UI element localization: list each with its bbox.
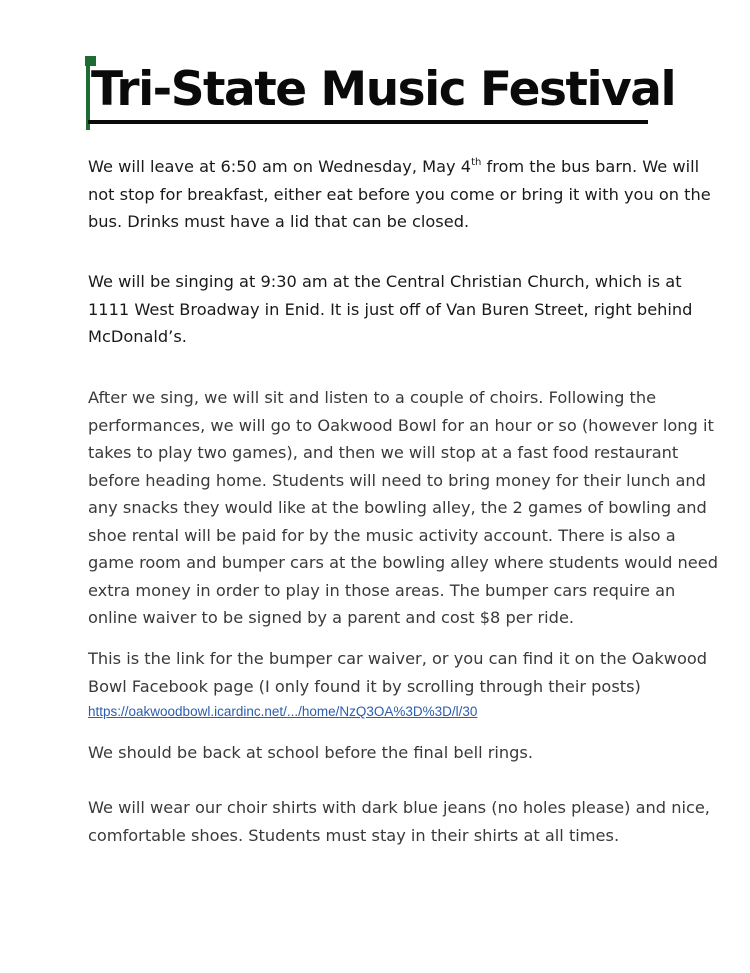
- paragraph-return: We should be back at school before the final bell rings.: [88, 743, 533, 762]
- departure-text-a: We will leave at 6:50 am on Wednesday, May 4: [88, 157, 472, 176]
- title-underline: [88, 120, 648, 124]
- paragraph-activities: After we sing, we will sit and listen to a couple of choirs. Following the performances, we will go to Oakwood Bowl for an hour or so (however long it takes to play two games), and then we will stop at a fast food restaurant before heading home. Students will need to bring money for their lunch and any snacks they would like at the bowling alley, the 2 games of bowling and shoe rental will be paid for by the music activity account. There is also a game room and bumper cars at the bowling alley where students would need extra money in order to play in those areas. The bumper cars require an online waiver to be signed by a parent and cost $8 per ride.: [88, 388, 718, 627]
- paragraph-departure: [88, 153, 718, 236]
- title-accent-bar: [86, 56, 90, 130]
- date-superscript: th: [471, 157, 482, 168]
- waiver-link[interactable]: https://oakwoodbowl.icardinc.net/.../home/NzQ3OA%3D%3D/l/30: [88, 704, 478, 719]
- paragraph-singing: We will be singing at 9:30 am at the Central Christian Church, which is at 1111 West Broadway in Enid. It is just off of Van Buren Street, right behind McDonald’s.: [88, 272, 693, 346]
- paragraph-attire: We will wear our choir shirts with dark blue jeans (no holes please) and nice, comfortable shoes. Students must stay in their shirts at all times.: [88, 798, 710, 845]
- departure-text-b: from the bus barn. We will not stop for breakfast, either eat before you come or bring it with you on the bus. Drinks must have a lid that can be closed.: [88, 157, 711, 231]
- title-block: [86, 56, 676, 136]
- document-title: Tri-State Music Festival: [91, 62, 676, 117]
- paragraph-waiver: This is the link for the bumper car waiver, or you can find it on the Oakwood Bowl Facebook page (I only found it by scrolling through their posts): [88, 649, 708, 696]
